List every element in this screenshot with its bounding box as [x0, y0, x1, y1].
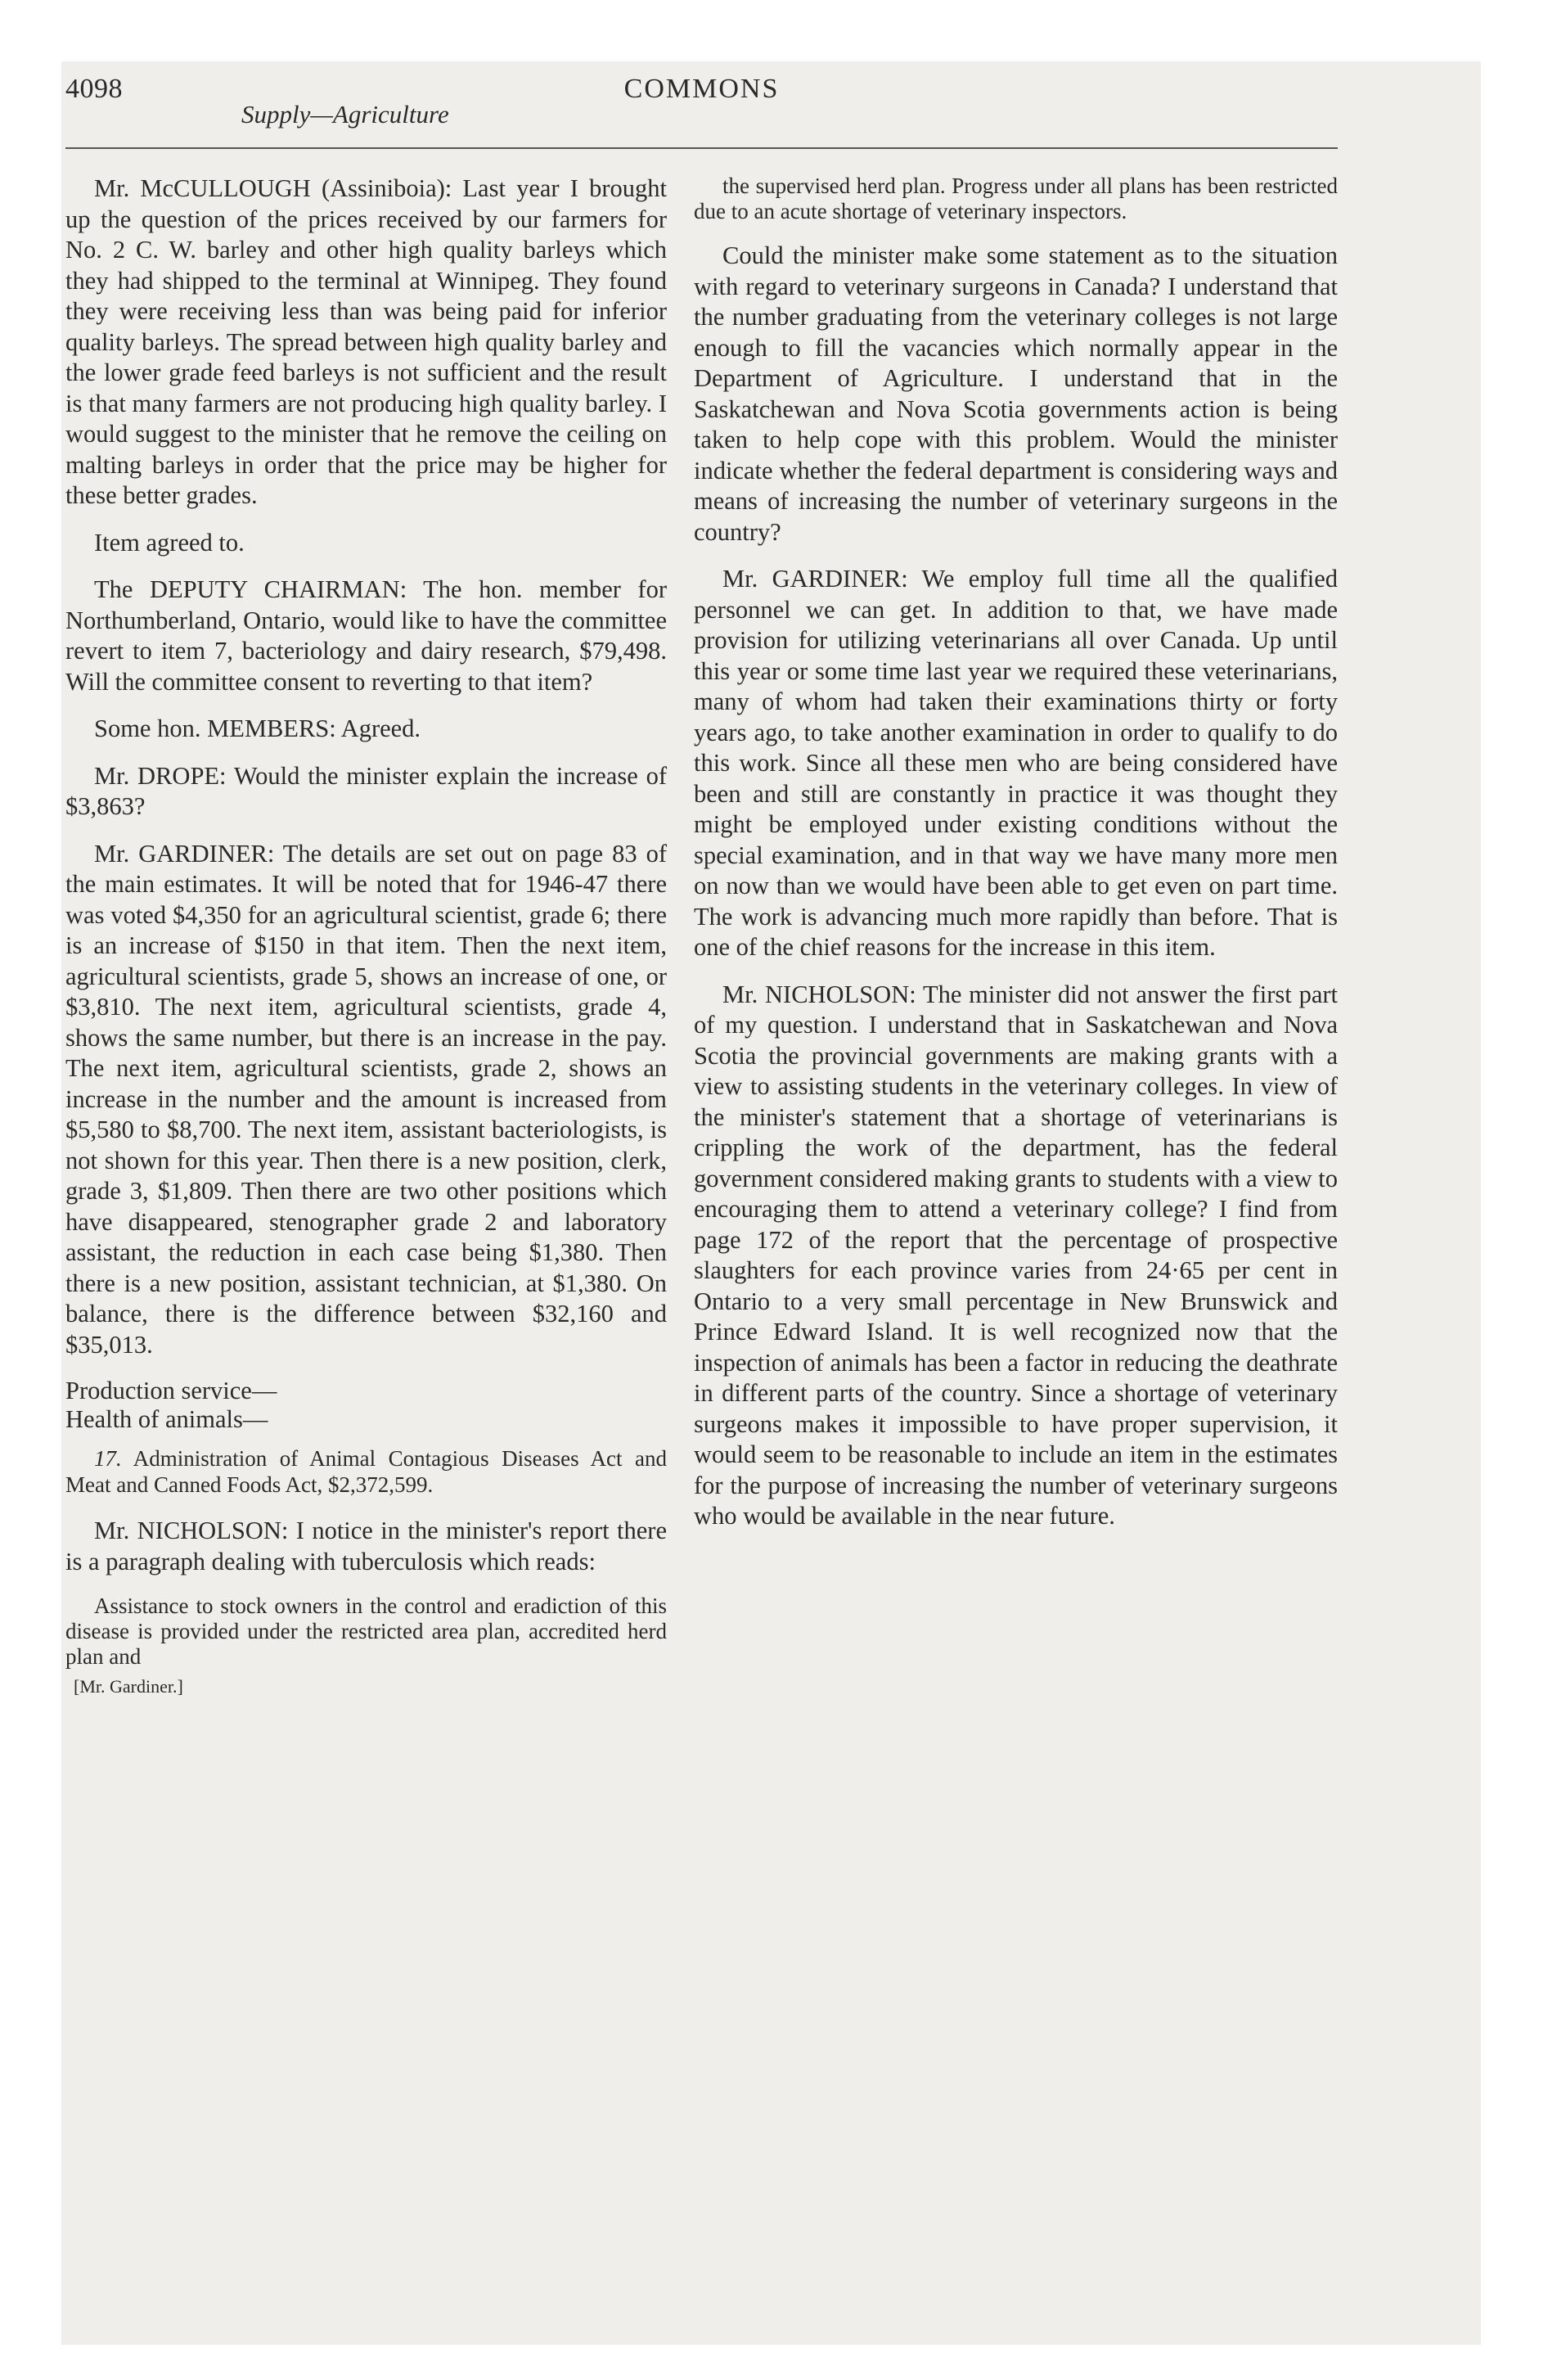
- chamber-title: COMMONS: [623, 74, 780, 104]
- page-number: 4098: [65, 74, 123, 104]
- item-number: 17.: [94, 1446, 122, 1471]
- paragraph: Mr. GARDINER: We employ full time all the qualified personnel we can get. In addition to that, we have made provision for utilizing veterinarians all over Canada. Up until this year or some time last year we required these veterinarians, many of whom had taken their examinations thirty or forty years ago, to take another examination in order to qualify to do this work. Since all these men who are being considered have been and still are constantly in practice it was thought they might be employed under existing conditions without the special examination, and in that way we have many more men on now than we would have been able to get even on part time. The work is advancing much more rapidly than before. That is one of the chief reasons for the increase in this item.: [694, 565, 1338, 961]
- section-heading: Health of animals—: [65, 1405, 268, 1433]
- section-heading: Production service—: [65, 1377, 277, 1404]
- item-text: Administration of Animal Contagious Diseases Act and Meat and Canned Foods Act, $2,372,599.: [65, 1446, 667, 1497]
- paragraph: Mr. GARDINER: The details are set out on page 83 of the main estimates. It will be noted that for 1946-47 there was voted $4,350 for an agricultural scientist, grade 6; there is an increase of $150 in that item. Then the next item, agricultural scientists, grade 5, shows an increase of one, or $3,810. The next item, agricultural scientists, grade 4, shows the same number, but there is an increase in the pay. The next item, agricultural scientists, grade 2, shows an increase in the number and the amount is increased from $5,580 to $8,700. The next item, assistant bacteriologists, is not shown for this year. Then there is a new position, clerk, grade 3, $1,809. Then there are two other positions which have disappeared, stenographer grade 2 and laboratory assistant, the reduction in each case being $1,380. Then there is a new position, assistant technician, at $1,380. On balance, there is the difference between $32,160 and $35,013.: [65, 839, 667, 1359]
- paragraph: Item agreed to.: [94, 528, 245, 557]
- paragraph: Mr. NICHOLSON: I notice in the minister's report there is a paragraph dealing with tuberculosis which reads:: [65, 1517, 667, 1575]
- paragraph: The DEPUTY CHAIRMAN: The hon. member for Northumberland, Ontario, would like to have the committee revert to item 7, bacteriology and dairy research, $79,498. Will the committee consent to reverting to that item?: [65, 575, 667, 696]
- header-rule: [65, 147, 1338, 149]
- quoted-passage: Assistance to stock owners in the control and eradiction of this disease is provided under the restricted area plan, accredited herd plan and: [65, 1593, 667, 1669]
- paragraph: Some hon. MEMBERS: Agreed.: [94, 714, 421, 742]
- quoted-passage-continued: the supervised herd plan. Progress under all plans has been restricted due to an acute shortage of veterinary inspectors.: [694, 174, 1338, 223]
- running-title: Supply—Agriculture: [241, 100, 449, 128]
- right-column: [694, 174, 1338, 1548]
- left-column: [65, 174, 667, 1697]
- page-header: [65, 74, 1338, 139]
- paragraph: Mr. DROPE: Would the minister explain the increase of $3,863?: [65, 761, 667, 820]
- paragraph: Could the minister make some statement as to the situation with regard to veterinary surgeons in Canada? I understand that the number graduating from the veterinary colleges is not large enough to fill the vacancies which normally appear in the Department of Agriculture. I understand that in the Saskatchewan and Nova Scotia governments action is being taken to help cope with this problem. Would the minister indicate whether the federal department is considering ways and means of increasing the number of veterinary surgeons in the country?: [694, 241, 1338, 546]
- paragraph: Mr. NICHOLSON: The minister did not answer the first part of my question. I understand that in Saskatchewan and Nova Scotia the provincial governments are making grants with a view to assisting students in the veterinary colleges. In view of the minister's statement that a shortage of veterinarians is crippling the work of the department, has the federal government considered making grants to students with a view to encouraging them to attend a veterinary college? I find from page 172 of the report that the percentage of prospective slaughters for each province varies from 24·65 per cent in Ontario to a very small percentage in New Brunswick and Prince Edward Island. It is well recognized now that the inspection of animals has been a factor in reducing the deathrate in different parts of the country. Since a shortage of veterinary surgeons makes it impossible to have proper supervision, it would seem to be reasonable to include an item in the estimates for the purpose of increasing the number of veterinary surgeons who would be available in the near future.: [694, 980, 1338, 1530]
- paragraph: Mr. McCULLOUGH (Assiniboia): Last year I brought up the question of the prices received by our farmers for No. 2 C. W. barley and other high quality barleys which they had shipped to the terminal at Winnipeg. They found they were receiving less than was being paid for inferior quality barleys. The spread between high quality barley and the lower grade feed barleys is not sufficient and the result is that many farmers are not producing high quality barley. I would suggest to the minister that he remove the ceiling on malting barleys in order that the price may be higher for these better grades.: [65, 174, 667, 509]
- speaker-note: [Mr. Gardiner.]: [74, 1676, 183, 1697]
- estimate-item: [65, 1445, 667, 1498]
